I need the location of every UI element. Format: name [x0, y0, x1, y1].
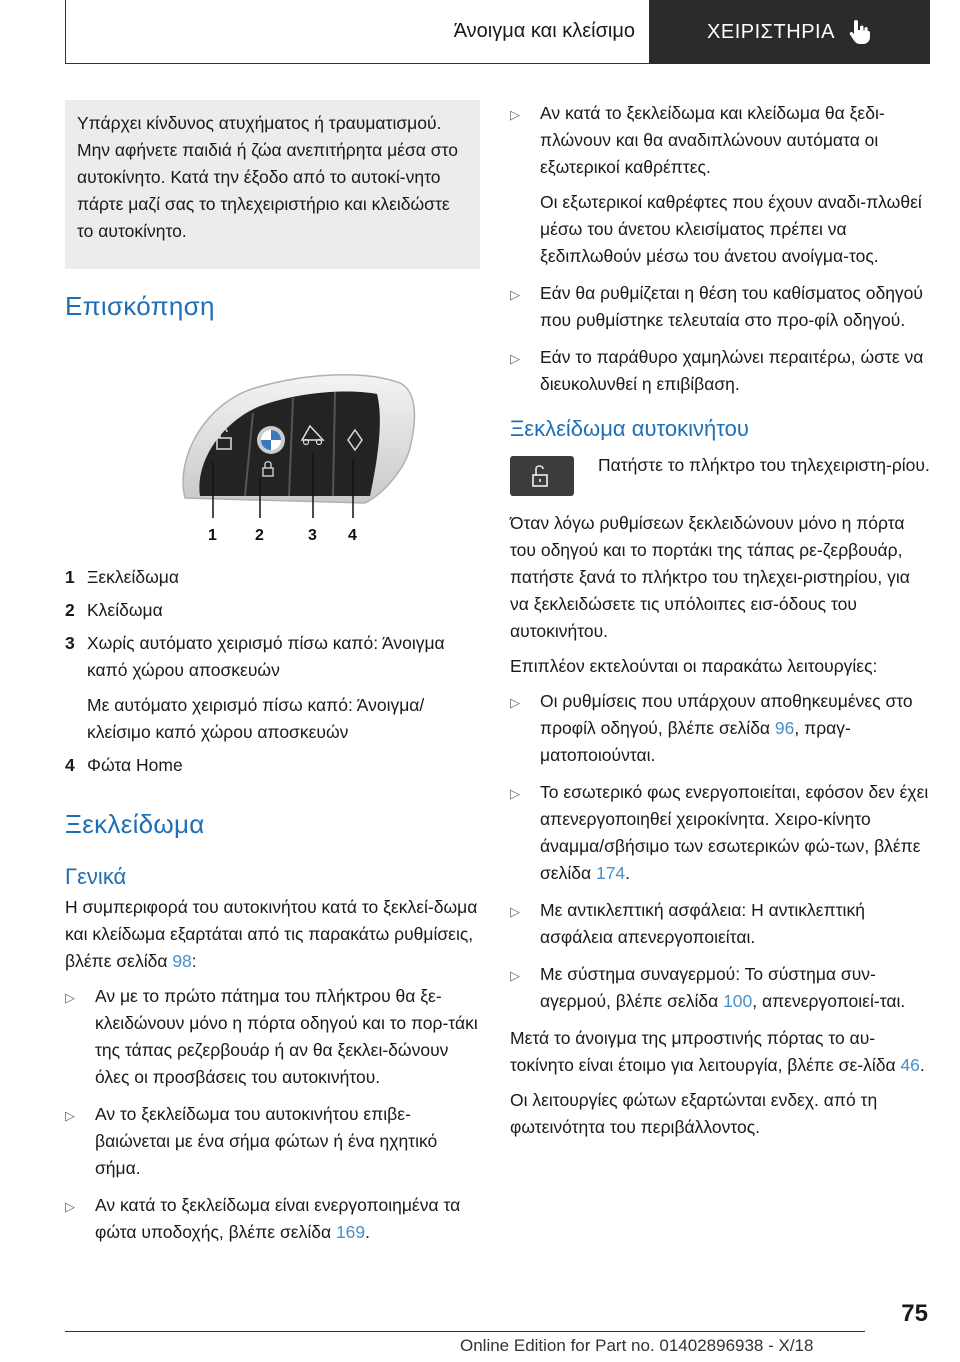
triangle-bullet-icon: ▷: [510, 107, 520, 122]
list-item: ▷ Οι ρυθμίσεις που υπάρχουν αποθηκευμένες στο προφίλ οδηγού, βλέπε σελίδα 96, πραγ-ματοποιούνται.: [510, 688, 930, 769]
callout-1: 1: [208, 527, 217, 544]
triangle-bullet-icon: ▷: [510, 695, 520, 710]
section-title: ΧΕΙΡΙΣΤΗΡΙΑ: [707, 20, 835, 43]
triangle-bullet-icon: ▷: [510, 786, 520, 801]
remote-unlock-row: [510, 452, 930, 496]
triangle-bullet-icon: ▷: [510, 287, 520, 302]
triangle-bullet-icon: ▷: [65, 1108, 75, 1123]
overview-legend: [65, 564, 480, 779]
page-link-98[interactable]: 98: [172, 951, 192, 971]
list-item: ▷ Αν κατά το ξεκλείδωμα είναι ενεργοποιημένα τα φώτα υποδοχής, βλέπε σελίδα 169.: [65, 1192, 480, 1246]
callout-4: 4: [348, 527, 357, 544]
legend-item: 4 Φώτα Home: [65, 755, 183, 775]
paragraph: Μετά το άνοιγμα της μπροστινής πόρτας το αυ-τοκίνητο είναι έτοιμο για λειτουργία, βλέπε σε-λίδα 46.: [510, 1028, 925, 1075]
key-fob-illustration: [165, 368, 435, 548]
page-link-169[interactable]: 169: [335, 1222, 366, 1242]
right-column: [510, 100, 930, 1141]
overview-heading: Επισκόπηση: [65, 291, 215, 321]
list-item: ▷ Εάν το παράθυρο χαμηλώνει περαιτέρω, ώστε να διευκολυνθεί η επιβίβαση.: [510, 344, 930, 398]
page-link-174[interactable]: 174: [595, 863, 626, 883]
paragraph: Οι λειτουργίες φώτων εξαρτώνται ενδεχ. από τη φωτεινότητα του περιβάλλοντος.: [510, 1090, 878, 1137]
remote-unlock-heading: Ξεκλείδωμα αυτοκινήτου: [510, 416, 749, 441]
page-link-96[interactable]: 96: [774, 718, 795, 738]
legend-item: 3 Χωρίς αυτόματο χειρισμό πίσω καπό: Άνοιγμα καπό χώρου αποσκευών Με αυτόματο χειρισμό πίσω καπό: Άνοιγμα/ κλείσιμο καπό χώρου αποσκευών: [65, 633, 445, 742]
page-number: 75: [901, 1300, 928, 1327]
warning-box: [65, 100, 480, 269]
unlocking-heading: Ξεκλείδωμα: [65, 809, 205, 839]
triangle-bullet-icon: ▷: [510, 968, 520, 983]
footer-divider: [65, 1331, 865, 1332]
chapter-title: Άνοιγμα και κλείσιμο: [453, 20, 635, 42]
remote-press-text: Πατήστε το πλήκτρο του τηλεχειριστη-ρίου.: [598, 455, 930, 475]
triangle-bullet-icon: ▷: [510, 351, 520, 366]
mirror-bullets: [510, 100, 930, 398]
unlock-button-symbol: [510, 456, 574, 496]
left-column: [65, 100, 480, 1256]
page-link-100[interactable]: 100: [723, 991, 753, 1011]
triangle-bullet-icon: ▷: [65, 990, 75, 1005]
list-item: ▷ Το εσωτερικό φως ενεργοποιείται, εφόσον δεν έχει απενεργοποιηθεί χειροκίνητα. Χειρο-κίνητο άναμμα/σβήσιμο των εσωτερικών φώ-των, βλέπε σελίδα 174.: [510, 779, 930, 887]
callout-3: 3: [308, 527, 317, 544]
list-item: ▷ Με αντικλεπτική ασφάλεια: Η αντικλεπτική ασφάλεια απενεργοποιείται.: [510, 897, 930, 951]
list-item: ▷ Αν το ξεκλείδωμα του αυτοκινήτου επιβε-βαιώνεται με ένα σήμα φώτων ή ένα ηχητικό σήμα.: [65, 1101, 480, 1182]
list-item: ▷ Αν κατά το ξεκλείδωμα και κλείδωμα θα ξεδι-πλώνουν και θα αναδιπλώνουν αυτόματα οι εξωτερικοί καθρέπτες. Οι εξωτερικοί καθρέφτες που έχουν αναδι-πλωθεί μέσω του άνετου κλεισίματος πρέπει να ξεδιπλωθούν μέσω του άνετου ανοίγμα-τος.: [510, 100, 930, 270]
paragraph: Όταν λόγω ρυθμίσεων ξεκλειδώνουν μόνο η πόρτα του οδηγού και το πορτάκι της τάπας ρε-ζερβουάρ, πατήστε ξανά το πλήκτρο του τηλεχει-ριστηρίου, για να ξεκλειδώσετε τις υπόλοιπες εισ-όδους του αυτοκινήτου.: [510, 513, 910, 641]
warning-text: Υπάρχει κίνδυνος ατυχήματος ή τραυματισμού. Μην αφήνετε παιδιά ή ζώα ανεπιτήρητα μέσα στο αυτοκίνητο. Κατά την έξοδο από το αυτοκί-νητο πάρτε μαζί σας το τηλεχειριστήριο και κλειδώστε το αυτοκίνητο.: [77, 113, 458, 241]
edition-text: Online Edition for Part no. 01402896938 - X/18: [460, 1336, 814, 1355]
paragraph: Επιπλέον εκτελούνται οι παρακάτω λειτουργίες:: [510, 656, 878, 676]
section-tab: [650, 0, 930, 64]
list-item: ▷ Με σύστημα συναγερμού: Το σύστημα συν-αγερμού, βλέπε σελίδα 100, απενεργοποιεί-ται.: [510, 961, 930, 1015]
list-item: ▷ Αν με το πρώτο πάτημα του πλήκτρου θα ξε-κλειδώνουν μόνο η πόρτα οδηγού και το πορ-τάκι της τάπας ρεζερβουάρ ή αν θα ξεκλει-δώνουν όλες οι προσβάσεις του αυτοκινήτου.: [65, 983, 480, 1091]
page-link-46[interactable]: 46: [900, 1055, 920, 1075]
key-fob-image: [165, 368, 435, 548]
functions-bullets: [510, 688, 930, 1015]
general-text: Η συμπεριφορά του αυτοκινήτου κατά το ξεκλεί-δωμα και κλείδωμα εξαρτάται από τις παρακάτω ρυθμίσεις, βλέπε σελίδα 98:: [65, 897, 478, 971]
unlocking-bullets: [65, 983, 480, 1246]
page-header: [65, 0, 930, 64]
triangle-bullet-icon: ▷: [65, 1199, 75, 1214]
callout-2: 2: [255, 527, 264, 544]
triangle-bullet-icon: ▷: [510, 904, 520, 919]
list-item: ▷ Εάν θα ρυθμίζεται η θέση του καθίσματος οδηγού που ρυθμίστηκε τελευταία στο προ-φίλ οδηγού.: [510, 280, 930, 334]
unlock-icon: [527, 463, 557, 489]
general-heading: Γενικά: [65, 864, 127, 889]
chapter-tab: [65, 0, 650, 64]
legend-item: 1 Ξεκλείδωμα: [65, 567, 179, 587]
legend-item: 2 Κλείδωμα: [65, 600, 163, 620]
hand-pointer-icon: [847, 18, 873, 46]
